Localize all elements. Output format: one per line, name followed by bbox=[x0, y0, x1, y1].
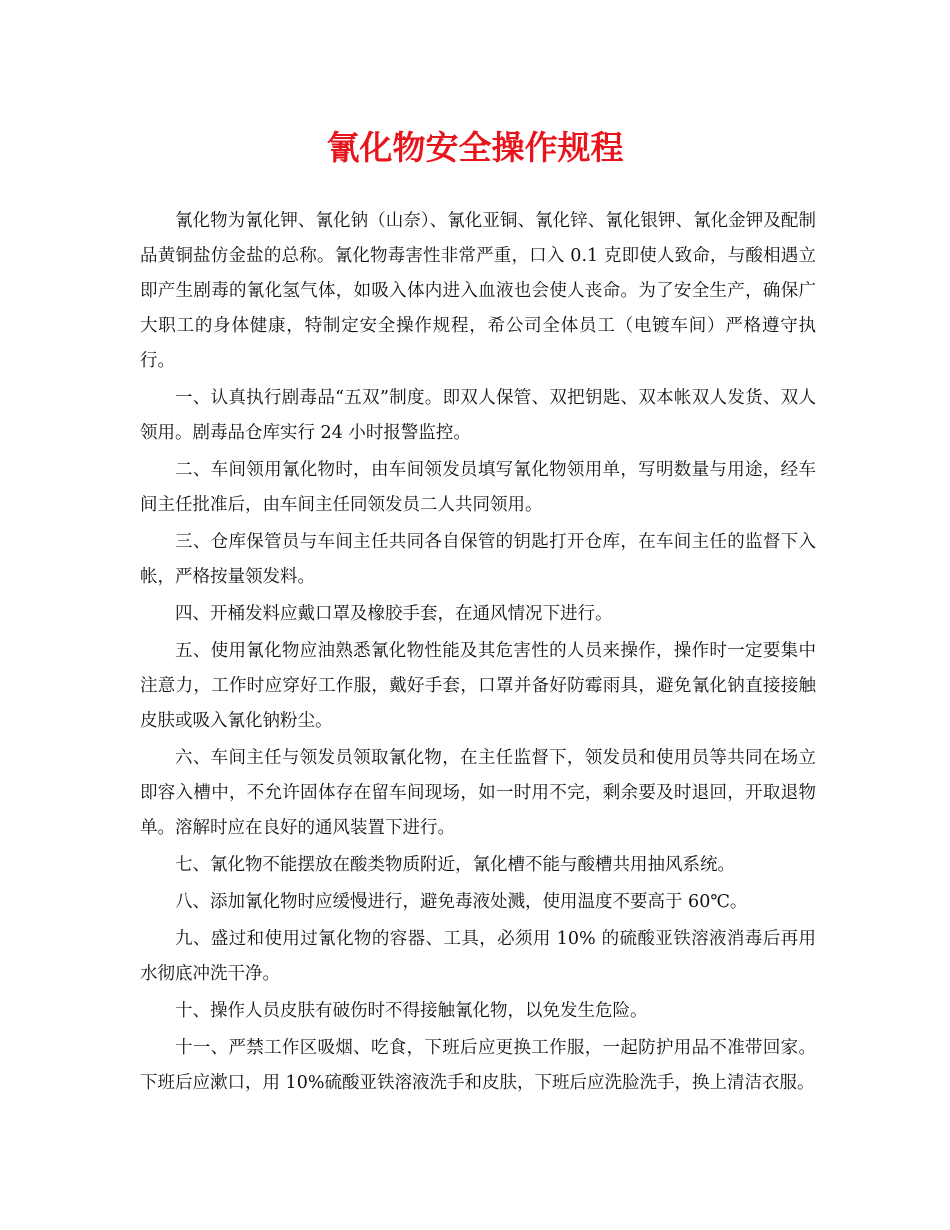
document-body bbox=[140, 204, 816, 1103]
rule-paragraph-10: 十、操作人员皮肤有破伤时不得接触氰化物，以免发生危险。 bbox=[175, 1001, 648, 1021]
intro-paragraph: 氰化物为氰化钾、氰化钠（山奈）、氰化亚铜、氰化锌、氰化银钾、氰化金钾及配制品黄铜盐仿金盐的总称。氰化物毒害性非常严重，口入 0.1 克即使人致命，与酸相遇立即产生剧毒的氰化氢气体，如吸入体内进入血液也会使人丧命。为了安全生产，确保广大职工的身体健康，特制定安全操作规程，希公司全体员工（电镀车间）严格遵守执行。 bbox=[140, 211, 816, 371]
rule-paragraph-4: 四、开桶发料应戴口罩及橡胶手套，在通风情况下进行。 bbox=[175, 604, 613, 624]
rule-paragraph-11: 十一、严禁工作区吸烟、吃食，下班后应更换工作服，一起防护用品不准带回家。下班后应漱口，用 10%硫酸亚铁溶液洗手和皮肤，下班后应洗脸洗手，换上清洁衣服。 bbox=[140, 1038, 816, 1093]
rule-paragraph-3: 三、仓库保管员与车间主任共同各自保管的钥匙打开仓库，在车间主任的监督下入帐，严格按量领发料。 bbox=[140, 532, 816, 587]
rule-paragraph-6: 六、车间主任与领发员领取氰化物，在主任监督下，领发员和使用员等共同在场立即容入槽中，不允许固体存在留车间现场，如一时用不完，剩余要及时退回，开取退物单。溶解时应在良好的通风装置下进行。 bbox=[140, 748, 816, 838]
rule-paragraph-9: 九、盛过和使用过氰化物的容器、工具，必须用 10% 的硫酸亚铁溶液消毒后再用水彻底冲洗干净。 bbox=[140, 929, 816, 984]
document-title: 氰化物安全操作规程 bbox=[326, 128, 624, 167]
rule-paragraph-1: 一、认真执行剧毒品“五双”制度。即双人保管、双把钥匙、双本帐双人发货、双人领用。剧毒品仓库实行 24 小时报警监控。 bbox=[140, 388, 816, 443]
rule-paragraph-2: 二、车间领用氰化物时，由车间领发员填写氰化物领用单，写明数量与用途，经车间主任批准后，由车间主任同领发员二人共同领用。 bbox=[140, 460, 816, 515]
rule-paragraph-5: 五、使用氰化物应油熟悉氰化物性能及其危害性的人员来操作，操作时一定要集中注意力，工作时应穿好工作服，戴好手套，口罩并备好防霉雨具，避免氰化钠直接接触皮肤或吸入氰化钠粉尘。 bbox=[140, 641, 816, 731]
rule-paragraph-7: 七、氰化物不能摆放在酸类物质附近，氰化槽不能与酸槽共用抽风系统。 bbox=[175, 855, 735, 875]
rule-paragraph-8: 八、添加氰化物时应缓慢进行，避免毒液处溅，使用温度不要高于 60℃。 bbox=[175, 892, 748, 912]
